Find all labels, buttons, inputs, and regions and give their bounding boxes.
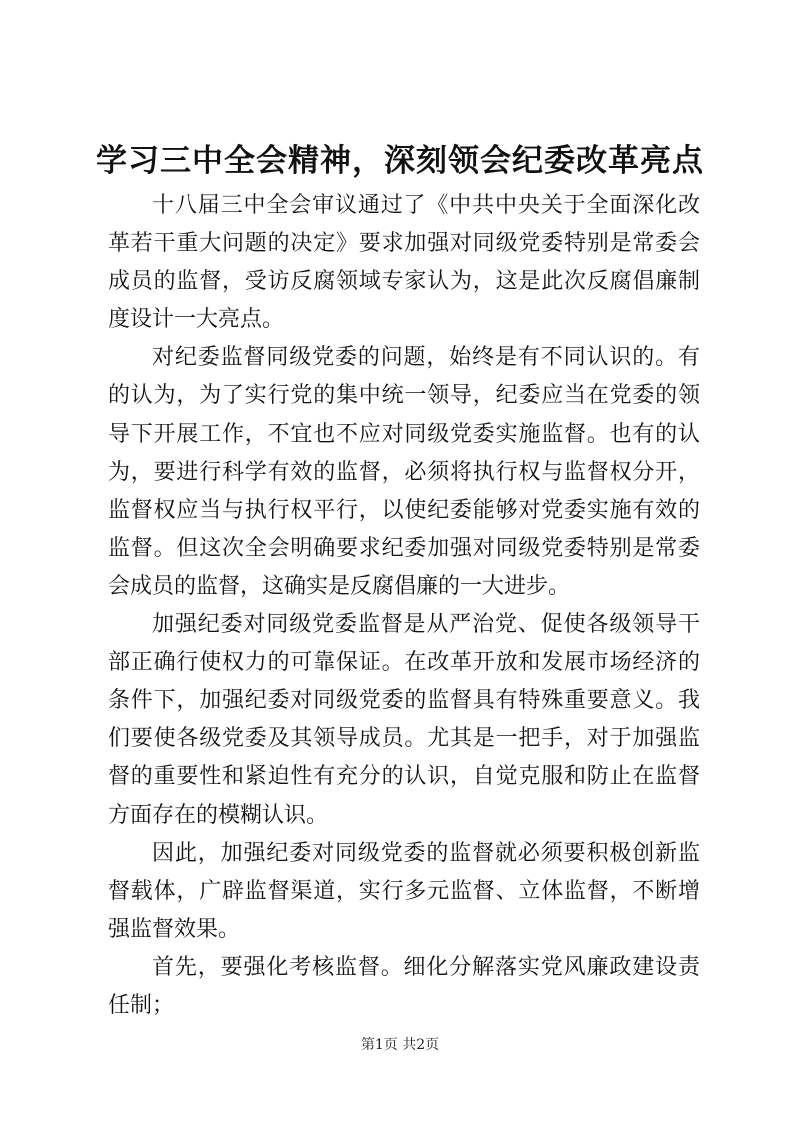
- page-title: 学习三中全会精神，深刻领会纪委改革亮点: [96, 143, 704, 179]
- paragraph: 因此，加强纪委对同级党委的监督就必须要积极创新监督载体，广辟监督渠道，实行多元监督、立体监督，不断增强监督效果。: [108, 840, 700, 942]
- paragraph: 十八届三中全会审议通过了《中共中央关于全面深化改革若干重大问题的决定》要求加强对同级党委特别是常委会成员的监督，受访反腐领域专家认为，这是此次反腐倡廉制度设计一大亮点。: [108, 193, 700, 333]
- paragraph: 对纪委监督同级党委的问题，始终是有不同认识的。有的认为，为了实行党的集中统一领导，纪委应当在党委的领导下开展工作，不宜也不应对同级党委实施监督。也有的认为，要进行科学有效的监督，必须将执行权与监督权分开，监督权应当与执行权平行，以使纪委能够对党委实施有效的监督。但这次全会明确要求纪委加强对同级党委特别是常委会成员的监督，这确实是反腐倡廉的一大进步。: [108, 345, 700, 599]
- paragraph: 首先，要强化考核监督。细化分解落实党风廉政建设责任制；: [108, 954, 700, 1018]
- page-number-footer: 第1页 共2页: [360, 1037, 440, 1053]
- paragraph: 加强纪委对同级党委监督是从严治党、促使各级领导干部正确行使权力的可靠保证。在改革开放和发展市场经济的条件下，加强纪委对同级党委的监督具有特殊重要意义。我们要使各级党委及其领导成员。尤其是一把手，对于加强监督的重要性和紧迫性有充分的认识，自觉克服和防止在监督方面存在的模糊认识。: [108, 612, 700, 828]
- document-body: [108, 187, 700, 1025]
